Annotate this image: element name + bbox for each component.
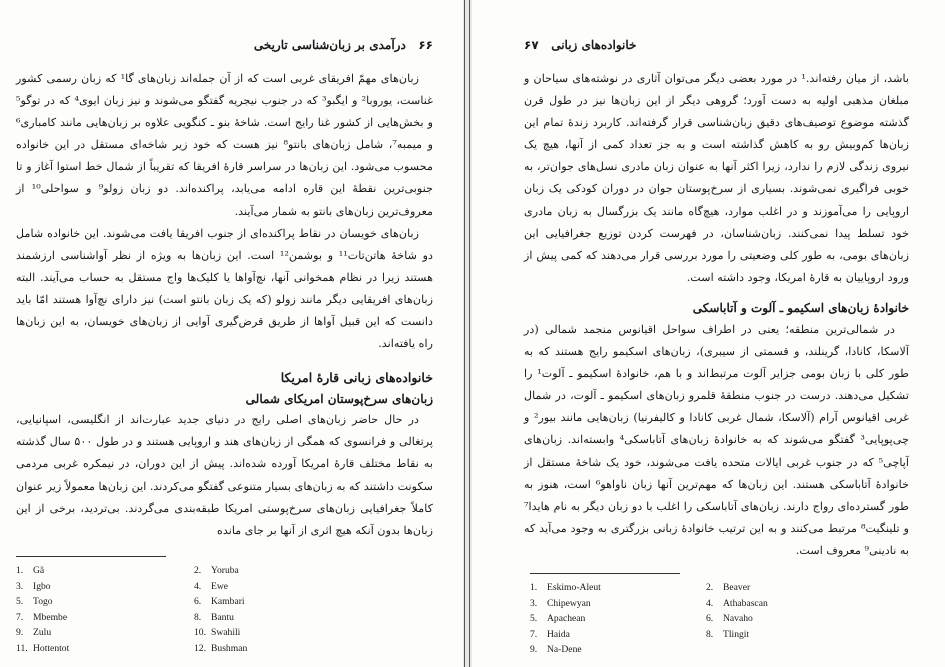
footnote: 5. Apachean (530, 613, 586, 625)
right-section-body (524, 319, 909, 562)
footnote: 9. Na-Dene (530, 644, 582, 656)
right-footnotes (530, 580, 866, 658)
footnote: 11. Hottentot (16, 642, 70, 654)
footnote: 5. Togo (16, 596, 53, 608)
right-page-header (524, 38, 909, 54)
paragraph: در حال حاضر زبان‌های اصلی رایج در دنیای جدید عبارت‌اند از انگلیسی، اسپانیایی، پرتغالی و فرانسوی که همگی از زبان‌های هند و اروپایی هستند و در طول ۵۰۰ سال گذشته به نقاط مختلف قارهٔ امریکا آورده شده‌اند. پیش از این دوران، در نیمکره غربی مردمی سکونت داشتند که به زبان‌های بسیار متنوعی گفتگو می‌کردند. این زبان‌ها معمولاً زیر عنوان کاملاً جغرافیایی زبان‌های سرخ‌پوستی امریکا طبقه‌بندی می‌گردند. بی‌تردید، برخی از این زبان‌ها بدون آنکه هیچ اثری از آنها بر جای مانده (16, 413, 433, 537)
right-page-title: خانواده‌های زبانی (551, 38, 637, 52)
footnote: 1. Eskimo-Aleut (530, 582, 601, 593)
footnote: 1. Gã (16, 565, 45, 576)
right-page-running-title (524, 38, 636, 52)
book-gutter (463, 0, 472, 667)
footnote: 7. Mbembe (16, 611, 68, 623)
left-page-title: درآمدی بر زبان‌شناسی تاریخی (253, 38, 406, 52)
footnote: 7. Haida (530, 628, 570, 640)
subsection-title: زبان‌های سرخ‌پوستان امریکای شمالی (245, 392, 433, 407)
footnote: 9. Zulu (16, 627, 52, 639)
left-page-running-title (254, 38, 433, 52)
footnote: 3. Igbo (16, 580, 51, 592)
footnote: 2. Yoruba (194, 565, 239, 576)
paragraph: زبان‌های مهمّ افریقای غربی است که از آن جمله‌اند زبان‌های گا¹ که زبان رسمی کشور غناست، یوروبا² و ایگبو³ که در جنوب نیجریه گفتگو می‌شوند و نیز زبان ایوی⁴ که در توگو⁵ و بخش‌هایی از کشور غنا رایج است. شاخهٔ بنو ـ کنگویی علاوه بر زبان‌هایی مانند کامباری⁶ و میمبه⁷، شامل زبان‌های بانتو⁸ نیز هست که خود زیر شاخه‌ای مستقل در این خانواده محسوب می‌شود. این زبان‌ها در سراسر قارهٔ افریقا که تقریباً از شمال خط استوا آغاز و تا جنوبی‌ترین نقطهٔ این قاره ادامه می‌یابد، پراکنده‌اند. دو زبان زولو⁹ و سواحلی¹⁰ از معروف‌ترین زبان‌های بانتو به شمار می‌آیند. (16, 72, 434, 218)
footnote: 10. Swahili (194, 627, 241, 639)
footnote: 2. Beaver (706, 582, 751, 593)
footnote: 4. Athabascan (706, 597, 768, 609)
paragraph: در شمالی‌ترین منطقه؛ یعنی در اطراف سواحل اقیانوس منجمد شمالی (در آلاسکا، کانادا، گرینلند، و قسمتی از سیبری)، زبان‌های اسکیمو رایج هستند که به طور کلی با زبان بومی جزایر آلوت مرتبط‌اند و با هم، خانوادهٔ اسکیمو ـ آلوت¹ را تشکیل می‌دهند. درست در جنوب منطقهٔ قلمرو زبان‌های اسکیمو ـ آلوت، در شمال غربی اقیانوس آرام (آلاسکا، شمال غربی کانادا و کالیفرنیا) زبان‌هایی مانند بیور² و چی‌پوپایی³ گفتگو می‌شوند که به خانوادهٔ زبان‌های آتاباسکی⁴ وابسته‌اند. زبان‌های آپاچی⁵ که در جنوب غربی ایالات متحده یافت می‌شوند، خود یک شاخهٔ مستقل از خانوادهٔ آتاباسکی هستند. این زبان‌ها که مهم‌ترین آنها زبان ناواهو⁶ است، هنوز به طور گسترده‌ای رواج دارند. زبان‌های آتاباسکی را اغلب با دو زبان دیگر به نام هایدا⁷ و تلینگیت⁸ مرتبط می‌کنند و به این ترتیب خانوادهٔ زبانی بزرگتری به وجود می‌آید که به نادینی⁹ معروف است. (524, 322, 910, 557)
right-page (472, 0, 945, 667)
left-footnotes (16, 563, 354, 657)
gutter-line (464, 0, 465, 667)
left-page-number: ۶۶ (418, 38, 433, 52)
footnote: 6. Kambari (194, 596, 245, 608)
gutter-line (469, 0, 470, 667)
left-section-body (16, 409, 433, 542)
left-page-body (16, 68, 433, 355)
right-page-body (524, 68, 909, 289)
footnote: 3. Chipewyan (530, 597, 591, 609)
footnote-rule (530, 573, 680, 574)
section-title: خانوادهٔ زبان‌های اسکیمو ـ آلوت و آتاباسکی (692, 300, 909, 315)
section-title: خانواده‌های زبانی قارهٔ امریکا (280, 370, 433, 386)
footnote: 8. Tlingit (706, 628, 750, 640)
footnote: 8. Bantu (194, 611, 234, 623)
footnote: 4. Ewe (194, 580, 229, 592)
right-page-number: ۶۷ (524, 38, 539, 52)
paragraph: باشد، از میان رفته‌اند.¹ در مورد بعضی دیگر می‌توان آثاری در نوشته‌های سیاحان و مبلغان مذهبی اولیه به دست آورد؛ گروهی دیگر از این زبان‌ها نیز در طول قرن گذشته موضوع توصیف‌های دقیق زبان‌شناسی قرار گرفته‌اند. کاربرد زندهٔ تمام این زبان‌ها کم‌وبیش رو به کاهش گذاشته است و به جز تعداد کمی از آنها، هیچ یک نیروی زندگی لازم را ندارد، زیرا اکثر آنها به عنوان زبان مادری نسل‌های جوان‌تر، به خوبی فراگیری نمی‌شوند. بسیاری از سرخ‌پوستان جوان در دوران کودکی یک زبان اروپایی را می‌آموزند و در اغلب موارد، هیچ‌گاه مانند یک بزرگسال به زبان مادری خود تسلط پیدا نمی‌کنند. زبان‌شناسان، در فهرست کردن توزیع جغرافیایی این زبان‌های بومی، به طور کلی وضعیتی را مورد بررسی قرار می‌دهند که کمی پیش از ورود اروپاییان به قارهٔ امریکا، وجود داشته است. (524, 72, 909, 284)
footnote-rule (16, 556, 166, 557)
footnote: 6. Navaho (706, 613, 753, 625)
left-page-header (16, 38, 433, 54)
footnote: 12. Bushman (194, 642, 248, 654)
paragraph: زبان‌های خویسان در نقاط پراکنده‌ای از جنوب افریقا یافت می‌شوند. این خانواده شامل دو شاخهٔ هاتن‌تات¹¹ و بوشمن¹² است. این زبان‌ها به ویژه از نظر آواشناسی ارزشمند هستند زیرا در نظام همخوانی آنها، نچ‌آواها یا کلیک‌ها واج مستقل به حساب می‌آیند. البته زبان‌های افریقایی دیگر مانند زولو (که یک زبان بانتو است) نیز دارای نچ‌آوا هستند امّا باید دانست که این قبیل آواها از طریق قرض‌گیری آوایی از زبان‌های خویسان، به این زبان‌ها راه یافته‌اند. (16, 226, 433, 351)
